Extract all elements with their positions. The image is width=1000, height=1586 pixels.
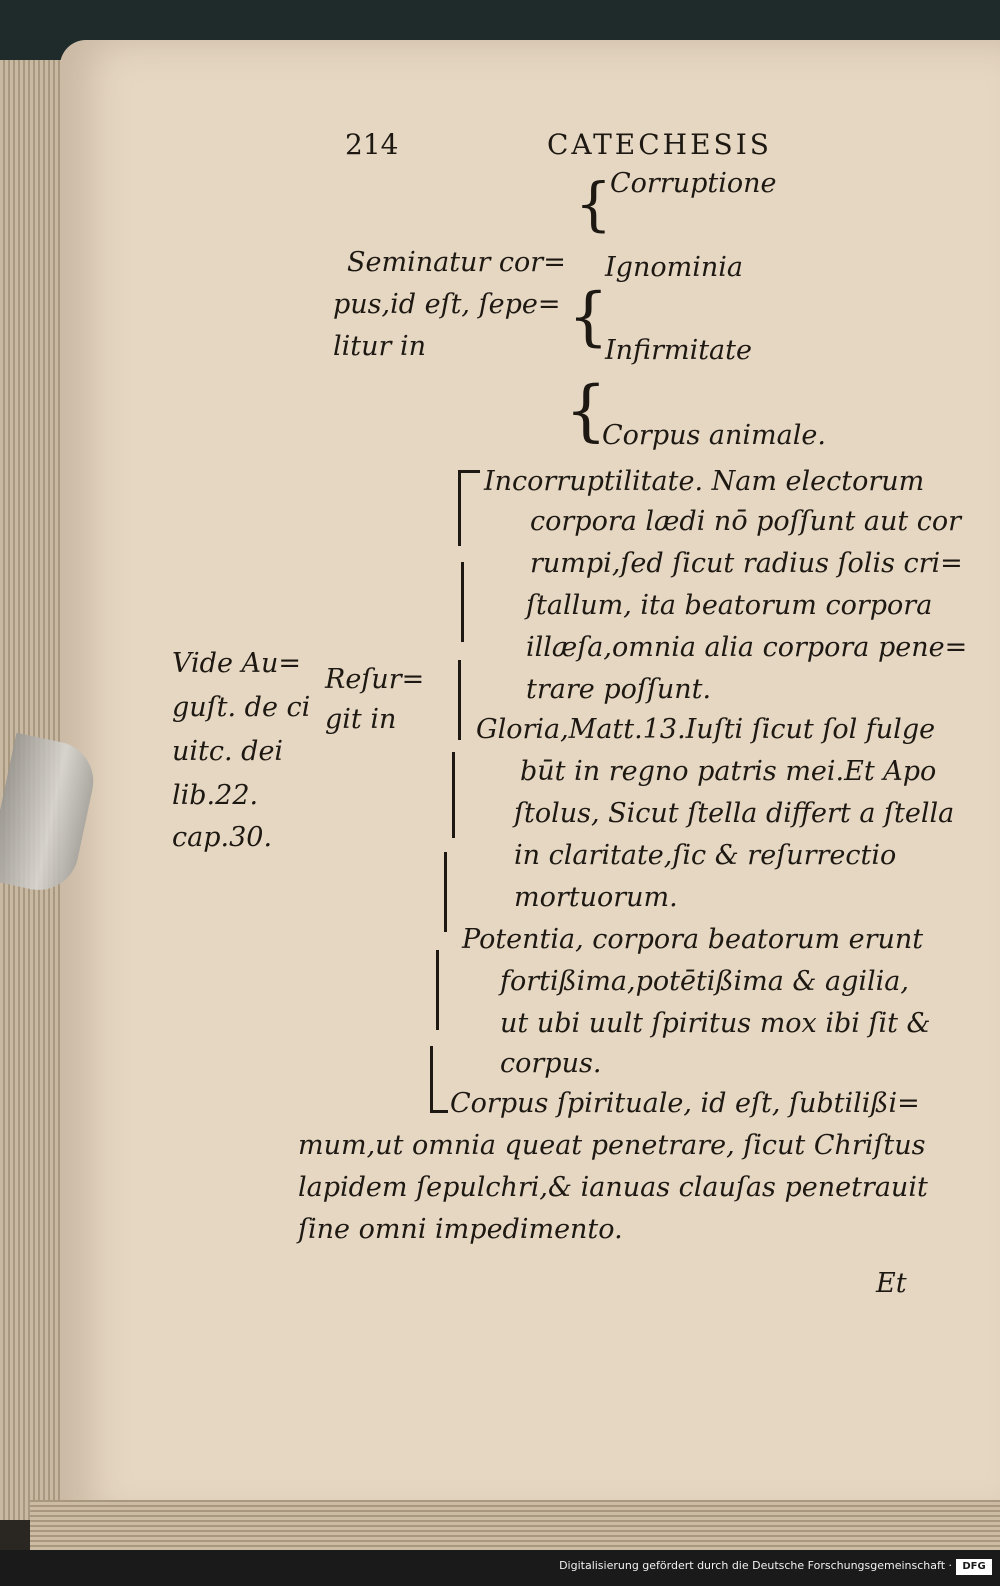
seminatur-item-corruptione: Corruptione xyxy=(610,168,777,199)
margin-note-line-3: uitc. dei xyxy=(172,736,284,767)
large-bracket-seg-7 xyxy=(430,1046,433,1112)
dfg-logo-icon: DFG xyxy=(956,1559,992,1575)
resurgit-line-2: git in xyxy=(325,704,397,735)
catchword: Et xyxy=(876,1268,907,1299)
book-bottom-edges xyxy=(30,1500,1000,1550)
seminatur-line-1: Seminatur cor= xyxy=(347,247,566,278)
large-bracket-seg-4 xyxy=(452,752,455,838)
large-bracket-top xyxy=(458,470,480,473)
page-number: 214 xyxy=(345,128,399,161)
brace-small-1: { xyxy=(575,170,612,238)
margin-note-line-2: guſt. de ci xyxy=(172,692,311,723)
resurgit-line-1: Reſur= xyxy=(325,664,425,695)
qualities-line-19: ſine omni impedimento. xyxy=(298,1214,623,1245)
large-bracket-seg-2 xyxy=(461,562,464,642)
qualities-line-10: in claritate,ſic & reſurrectio xyxy=(514,840,897,871)
seminatur-item-infirmitate: Infirmitate xyxy=(605,335,752,366)
qualities-line-2: corpora lædi nō poſſunt aut cor xyxy=(530,506,962,537)
large-bracket-seg-6 xyxy=(436,950,439,1030)
qualities-line-9: ſtolus, Sicut ſtella differt a ſtella xyxy=(514,798,955,829)
qualities-line-12: Potentia, corpora beatorum erunt xyxy=(462,924,924,955)
brace-small-3: { xyxy=(565,372,607,449)
qualities-line-8: būt in regno patris mei.Et Apo xyxy=(520,756,937,787)
qualities-line-15: corpus. xyxy=(500,1048,602,1079)
qualities-line-16: Corpus ſpirituale, id eſt, ſubtilißi= xyxy=(450,1088,920,1119)
qualities-line-11: mortuorum. xyxy=(514,882,678,913)
margin-note-line-4: lib.22. xyxy=(172,780,259,811)
margin-note-line-5: cap.30. xyxy=(172,822,273,853)
seminatur-item-ignominia: Ignominia xyxy=(605,252,743,283)
seminatur-line-3: litur in xyxy=(333,331,427,362)
qualities-line-14: ut ubi uult ſpiritus mox ibi ſit & xyxy=(500,1008,931,1039)
qualities-line-3: rumpi,ſed ſicut radius ſolis cri= xyxy=(530,548,963,579)
qualities-line-4: ſtallum, ita beatorum corpora xyxy=(526,590,933,621)
qualities-line-1: Incorruptilitate. Nam electorum xyxy=(484,466,925,497)
running-title: CATECHESIS xyxy=(547,128,772,161)
large-bracket-seg-5 xyxy=(444,852,447,932)
margin-note-line-1: Vide Au= xyxy=(172,648,302,679)
seminatur-item-corpus-animale: Corpus animale. xyxy=(602,420,826,451)
qualities-line-18: lapidem ſepulchri,& ianuas clauſas penetrauit xyxy=(298,1172,928,1203)
large-bracket-bottom xyxy=(430,1110,448,1113)
qualities-line-5: illæſa,omnia alia corpora pene= xyxy=(526,632,968,663)
large-bracket-seg-1 xyxy=(458,472,461,546)
seminatur-line-2: pus,id eſt, ſepe= xyxy=(333,289,561,320)
brace-small-2: { xyxy=(568,280,609,354)
footer-credit: Digitalisierung gefördert durch die Deutsche Forschungsgemeinschaft · xyxy=(559,1559,952,1572)
qualities-line-6: trare poſſunt. xyxy=(526,674,712,705)
large-bracket-seg-3 xyxy=(458,660,461,740)
qualities-line-13: fortißima,potētißima & agilia, xyxy=(500,966,909,997)
qualities-line-17: mum,ut omnia queat penetrare, ſicut Chriſtus xyxy=(298,1130,926,1161)
qualities-line-7: Gloria,Matt.13.Iuſti ſicut ſol fulge xyxy=(476,714,936,745)
